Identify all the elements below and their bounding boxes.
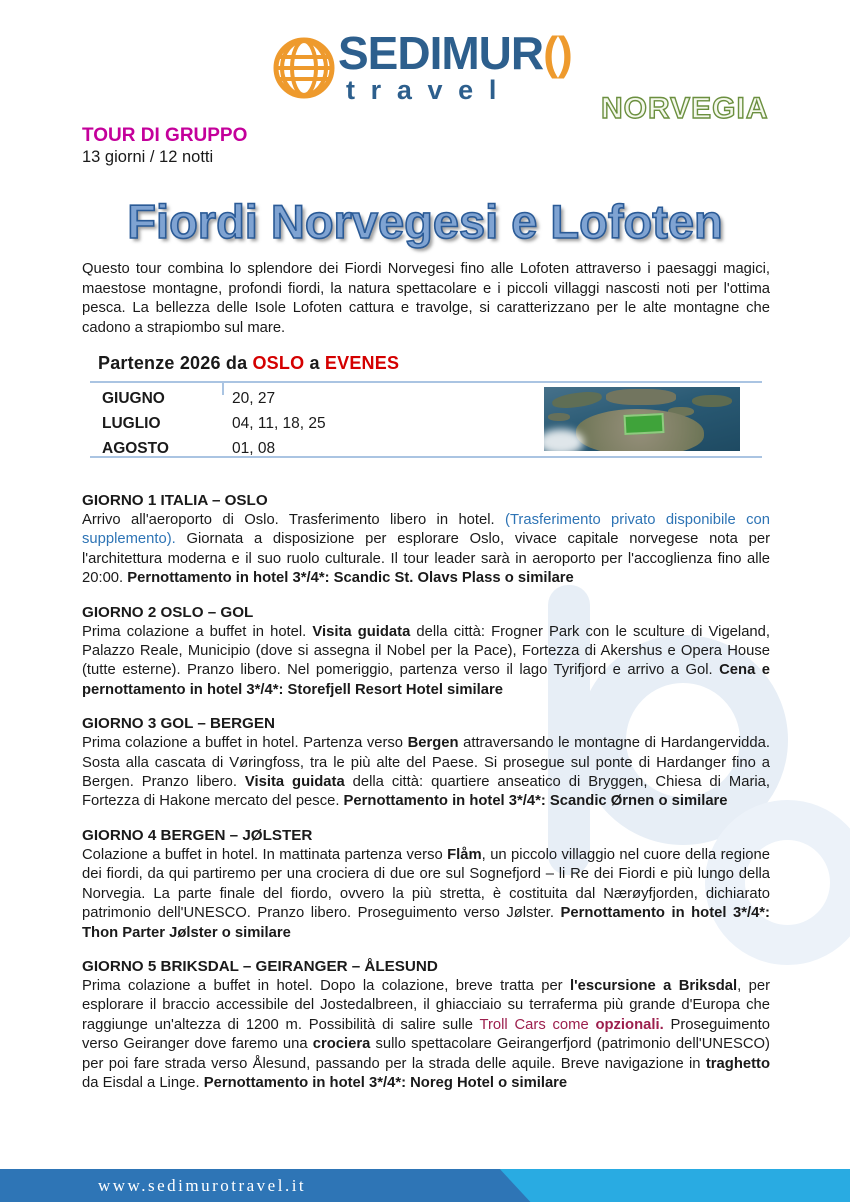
footer-bar: [0, 1169, 850, 1202]
day-title: GIORNO 3 GOL – BERGEN: [82, 715, 275, 733]
page-title: Fiordi Norvegesi e Lofoten: [127, 195, 723, 248]
dates-cell: 04, 11, 18, 25: [232, 414, 326, 432]
day-body: Prima colazione a buffet in hotel. Dopo la colazione, breve tratta per l'escursione a Briksdal, per esplorare il braccio accessibile del Jostedalbreen, il ghiacciaio su terraferma più grande d'Europa che raggiunge un'altezza di 1200 m. Possibilità di salire sulle Troll Cars come opzionali. Proseguimento verso Geiranger dove faremo una crociera sullo spettacolare Geirangerfjord (patrimonio dell'UNESCO) per poi fare strada verso Ålesund, passando per la strada delle aquile. Breve navigazione in traghetto da Eisdal a Linge. Pernottamento in hotel 3*/4*: Noreg Hotel o similare: [82, 977, 771, 1091]
month-cell: AGOSTO: [102, 439, 169, 457]
departures-heading: Partenze 2026 da OSLO a EVENES: [98, 353, 400, 373]
departures-section: [90, 353, 762, 458]
tour-type-label: TOUR DI GRUPPO: [82, 125, 248, 146]
day-section: [82, 604, 770, 701]
duration-label: 13 giorni / 12 notti: [82, 148, 214, 166]
month-cell: LUGLIO: [102, 414, 161, 432]
brand-name: SEDIMUR(): [338, 27, 572, 79]
lofoten-aerial-photo: [544, 387, 740, 451]
day-section: [82, 715, 770, 812]
day-title: GIORNO 5 BRIKSDAL – GEIRANGER – ÅLESUND: [82, 957, 438, 975]
day-title: GIORNO 4 BERGEN – JØLSTER: [82, 826, 313, 844]
departures-table: [90, 381, 762, 458]
globe-icon: [272, 36, 336, 100]
day-body: Prima colazione a buffet in hotel. Partenza verso Bergen attraversando le montagne di Hardangervidda. Sosta alla cascata di Vøringfoss, tra le più alte del Paese. Si prosegue sul ponte di Hardanger fino a Bergen. Pranzo libero. Visita guidata della città: quartiere anseatico di Bryggen, Chiesa di Maria, Fortezza di Hakone mercato del pesce. Pernottamento in hotel 3*/4*: Scandic Ørnen o similare: [82, 735, 771, 810]
agency-logo: [272, 27, 572, 105]
month-cell: GIUGNO: [102, 389, 165, 407]
dates-cell: 20, 27: [232, 389, 276, 407]
intro-paragraph: Questo tour combina lo splendore dei Fiordi Norvegesi fino alle Lofoten attraverso i paesaggi magici, maestose montagne, profondi fiordi, la natura spettacolare e i piccoli villaggi nascosti noti per l'ottima pesca. La bellezza delle Isole Lofoten cattura e travolge, si caratterizzano per le alte montagne che cadono a strapiombo sul mare.: [82, 261, 770, 336]
day-body: Colazione a buffet in hotel. In mattinata partenza verso Flåm, un piccolo villaggio nel cuore della regione dei fiordi, da qui partiremo per una crociera di due ore sul Sognefjord – li Re dei Fiordi e più lungo della Norvegia. La parte finale del fiordo, ovvero la più stretta, è costituita dal Nærøyfjorden, dichiarato patrimonio dell'UNESCO. Pranzo libero. Proseguimento verso Jølster. Pernottamento in hotel 3*/4*: Thon Parter Jølster o similare: [82, 846, 770, 941]
itinerary: [82, 492, 770, 1108]
footer-url[interactable]: www.sedimurotravel.it: [98, 1175, 307, 1195]
day-section: [82, 958, 770, 1093]
table-column-divider: [222, 383, 224, 395]
day-body: Prima colazione a buffet in hotel. Visita guidata della città: Frogner Park con le sculture di Vigeland, Palazzo Reale, Municipio (dove si assegna il Nobel per la Pace), Fortezza di Akershus e Opera House (tutte esterne). Pranzo libero. Nel pomeriggio, partenza verso il lago Tyrifjord e arrivo a Gol. Cena e pernottamento in hotel 3*/4*: Storefjell Resort Hotel similare: [82, 623, 770, 698]
country-label: NORVEGIA: [601, 92, 769, 125]
day-title: GIORNO 2 OSLO – GOL: [82, 603, 254, 621]
brand-parens: (): [543, 27, 572, 79]
day-section: [82, 492, 770, 589]
day-section: [82, 827, 770, 943]
day-title: GIORNO 1 ITALIA – OSLO: [82, 492, 268, 509]
brand-subtitle: travel: [346, 75, 513, 105]
dates-cell: 01, 08: [232, 439, 276, 457]
day-body: Arrivo all'aeroporto di Oslo. Trasferimento libero in hotel. (Trasferimento privato disponibile con supplemento). Giornata a disposizione per esplorare Oslo, vivace capitale norvegese nota per l'architettura moderna e il suo ruolo culturale. Il tour leader sarà in aeroporto per l'accoglienza fino alle 20:00. Pernottamento in hotel 3*/4*: Scandic St. Olavs Plass o similare: [82, 512, 770, 587]
